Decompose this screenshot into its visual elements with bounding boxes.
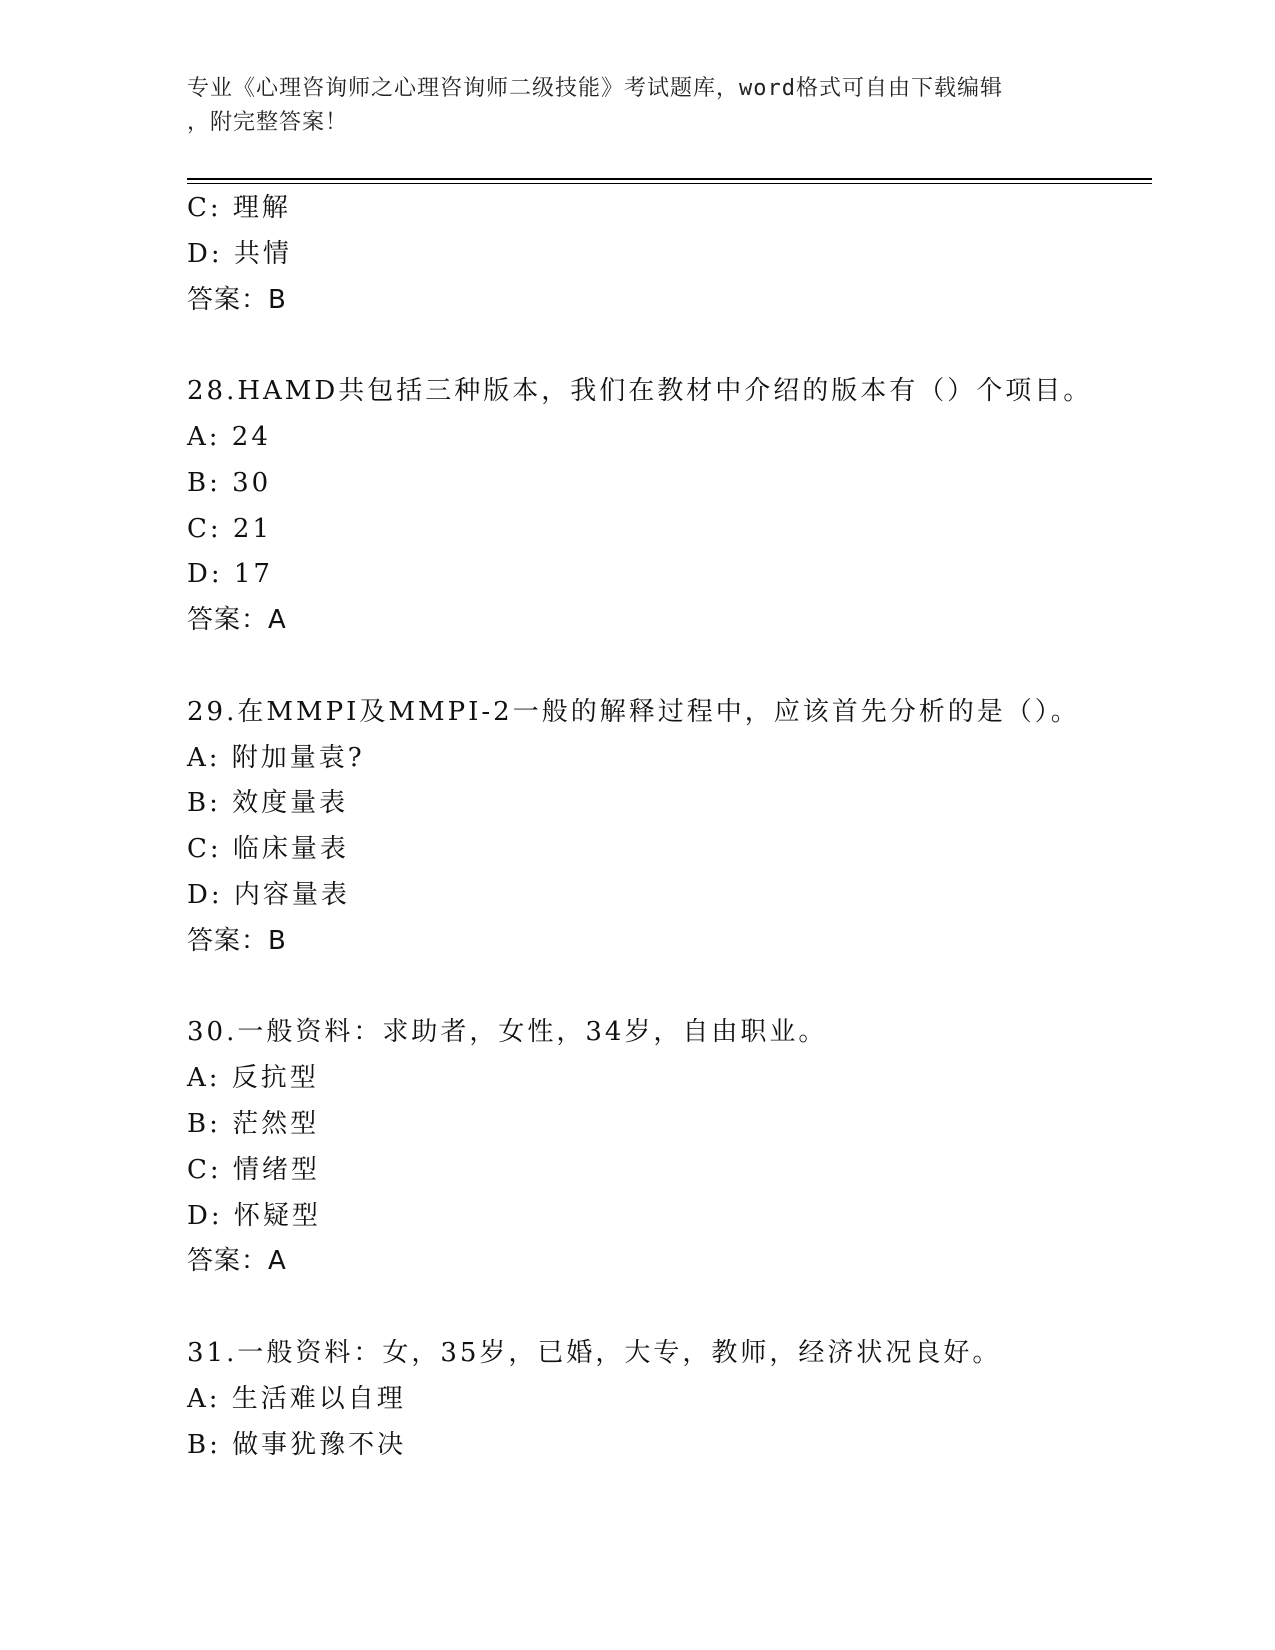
spacer: [187, 323, 1147, 369]
option-a: A: 24: [187, 421, 271, 452]
question-31: [187, 1331, 1147, 1468]
document-header: [187, 72, 1087, 140]
answer: 答案：B: [187, 284, 287, 315]
option-c: C: 临床量表: [187, 834, 349, 865]
option-b: B: 30: [187, 467, 272, 498]
option-d: D: 共情: [187, 238, 292, 269]
question-30: [187, 1010, 1147, 1285]
header-line-1: 专业《心理咨询师之心理咨询师二级技能》考试题库，word格式可自由下载编辑: [187, 76, 1003, 101]
question-text: 30.一般资料：求助者，女性，34岁，自由职业。: [187, 1017, 828, 1048]
option-a: A: 附加量袁?: [187, 742, 365, 773]
answer: 答案：A: [187, 1246, 287, 1277]
question-29: [187, 690, 1147, 965]
header-divider-thin: [187, 183, 1152, 184]
spacer: [187, 644, 1147, 690]
spacer: [187, 965, 1147, 1011]
option-a: A: 生活难以自理: [187, 1383, 406, 1414]
option-d: D: 内容量表: [187, 879, 350, 910]
spacer: [187, 1285, 1147, 1331]
question-28: [187, 369, 1147, 644]
question-text: 31.一般资料：女，35岁，已婚，大专，教师，经济状况良好。: [187, 1337, 1002, 1368]
header-divider-thick: [187, 178, 1152, 180]
option-b: B: 茫然型: [187, 1108, 320, 1139]
answer: 答案：A: [187, 605, 287, 636]
option-d: D: 怀疑型: [187, 1200, 321, 1231]
question-text: 28.HAMD共包括三种版本，我们在教材中介绍的版本有（）个项目。: [187, 376, 1093, 407]
option-c: C: 21: [187, 513, 273, 544]
header-line-2: ，附完整答案！: [187, 110, 349, 135]
option-c: C: 理解: [187, 193, 291, 223]
question-text: 29.在MMPI及MMPI-2一般的解释过程中，应该首先分析的是（）。: [187, 696, 1080, 727]
question-27-tail: [187, 186, 1147, 323]
option-d: D: 17: [187, 559, 273, 590]
option-a: A: 反抗型: [187, 1063, 319, 1094]
question-list: [187, 186, 1147, 1468]
option-b: B: 效度量表: [187, 788, 349, 819]
answer: 答案：B: [187, 925, 287, 956]
option-c: C: 情绪型: [187, 1154, 320, 1185]
option-b: B: 做事犹豫不决: [187, 1429, 407, 1460]
